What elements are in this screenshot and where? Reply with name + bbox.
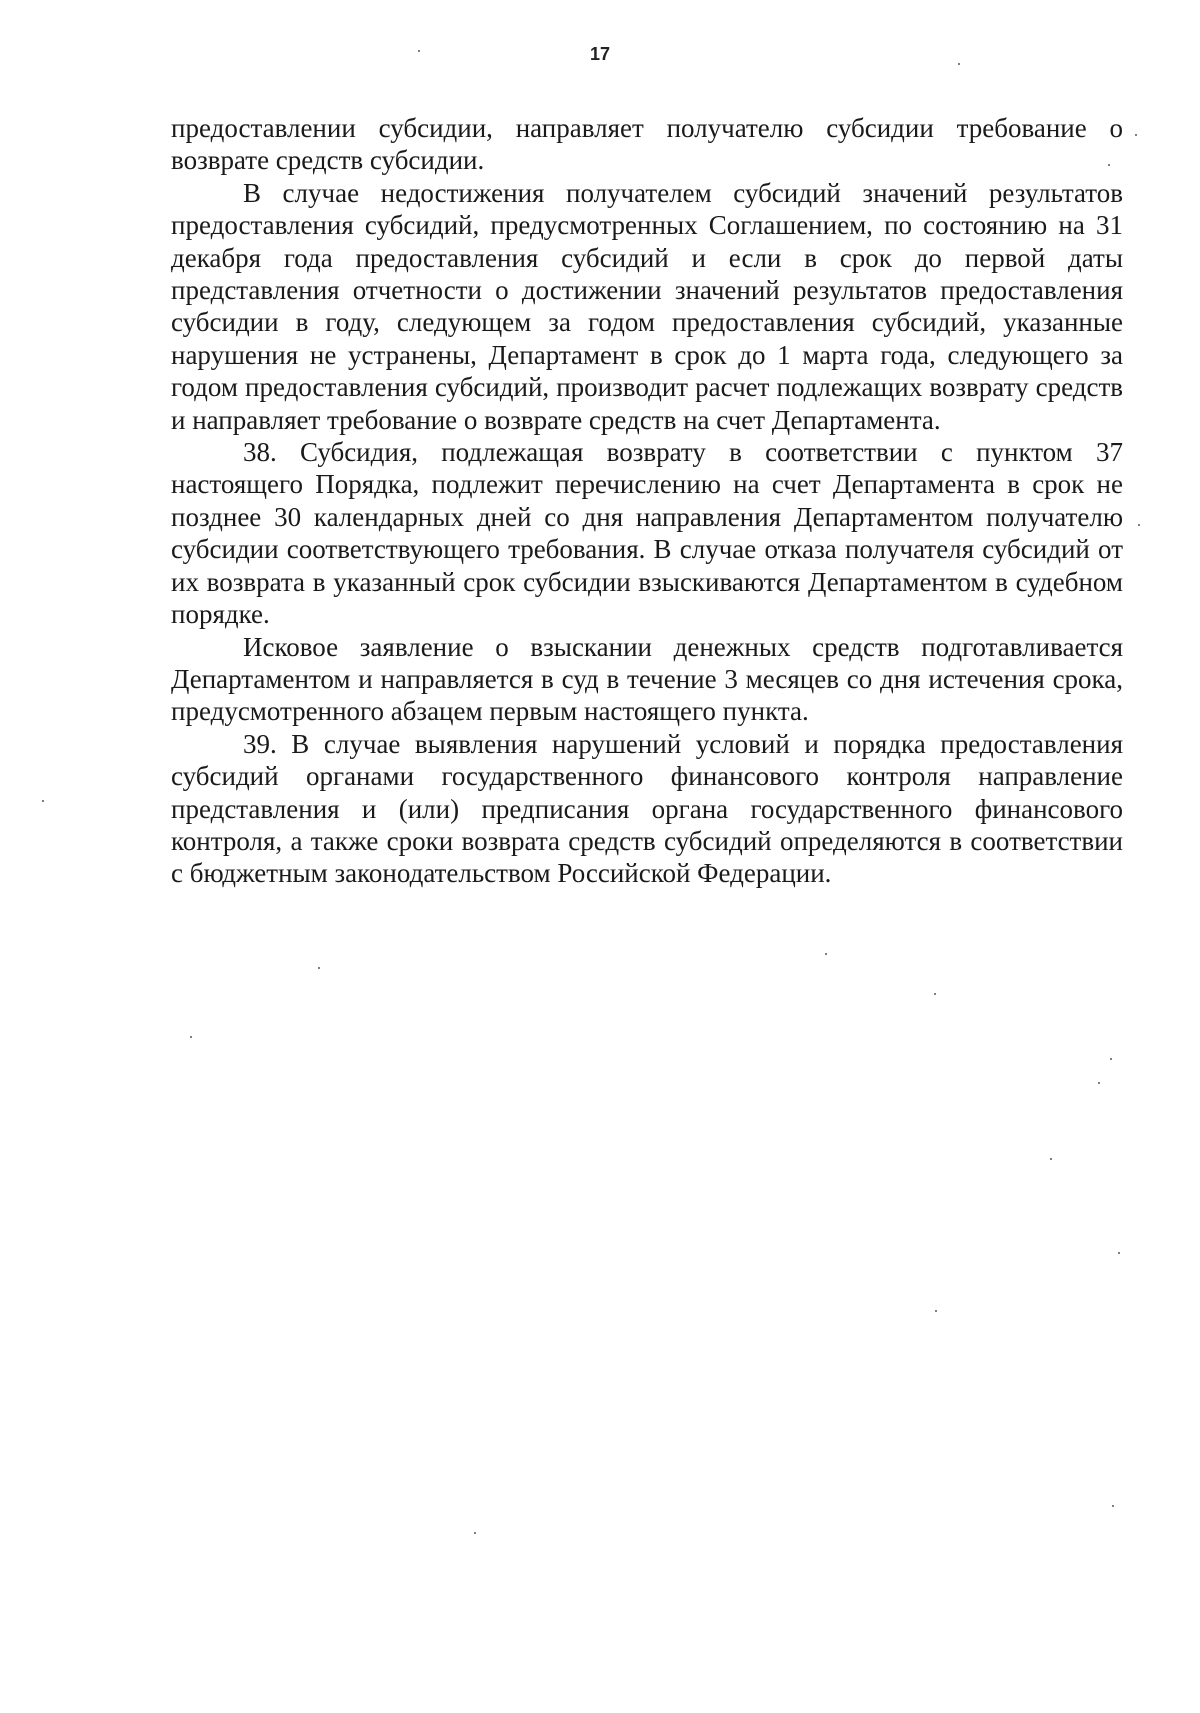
document-body	[171, 112, 1123, 890]
scan-speck	[1098, 1082, 1100, 1084]
scan-speck	[825, 953, 827, 955]
scan-speck	[474, 1532, 476, 1534]
scan-speck	[935, 1310, 937, 1312]
page-number: 17	[589, 44, 611, 64]
scan-speck	[1108, 164, 1110, 166]
scan-speck	[1118, 1252, 1120, 1254]
scan-speck	[1050, 1158, 1052, 1160]
scan-speck	[934, 993, 936, 995]
paragraph-clause-38: 38. Субсидия, подлежащая возврату в соответствии с пунктом 37 настоящего Порядка, подлежит перечислению на счет Департамента в срок не позднее 30 календарных дней со дня направления Департаментом получателю субсидии соответствующего требования. В случае отказа получателя субсидий от их возврата в указанный срок субсидии взыскиваются Департаментом в судебном порядке.	[171, 437, 1123, 630]
paragraph-continuation: предоставлении субсидии, направляет получателю субсидии требование о возврате средств субсидии.	[171, 113, 1123, 176]
paragraph-nonachievement: В случае недостижения получателем субсидий значений результатов предоставления субсидий, предусмотренных Соглашением, по состоянию на 31 декабря года предоставления субсидий и если в срок до первой даты представления отчетности о достижении значений результатов предоставления субсидии в году, следующем за годом предоставления субсидий, указанные нарушения не устранены, Департамент в срок до 1 марта года, следующего за годом предоставления субсидий, производит расчет подлежащих возврату средств и направляет требование о возврате средств на счет Департамента.	[171, 177, 1123, 435]
scan-speck	[1135, 134, 1137, 136]
paragraph-clause-39: 39. В случае выявления нарушений условий и порядка предоставления субсидий органами государственного финансового контроля направление представления и (или) предписания органа государственного финансового контроля, а также сроки возврата средств субсидий определяются в соответствии с бюджетным законодательством Российской Федерации.	[171, 728, 1123, 889]
scan-speck	[42, 800, 44, 802]
scan-speck	[418, 50, 420, 52]
scan-speck	[958, 63, 960, 65]
scan-speck	[1138, 524, 1140, 526]
scan-speck	[1110, 1058, 1112, 1060]
scan-speck	[318, 967, 320, 969]
scan-speck	[190, 1036, 192, 1038]
scan-speck	[1112, 1505, 1114, 1507]
paragraph-lawsuit: Исковое заявление о взыскании денежных средств подготавливается Департаментом и направляется в суд в течение 3 месяцев со дня истечения срока, предусмотренного абзацем первым настоящего пункта.	[171, 631, 1123, 727]
